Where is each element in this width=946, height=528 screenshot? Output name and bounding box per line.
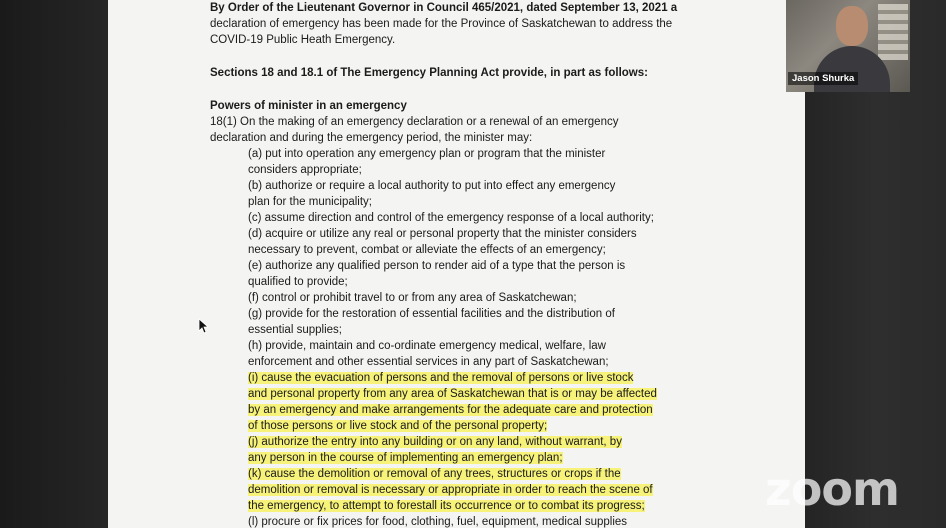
highlighted-line: (j) authorize the entry into any building or on any land, without warrant, by [248, 436, 622, 448]
document-line: necessary to prevent, combat or alleviate the effects of an emergency; [248, 244, 606, 256]
bookshelf-background [878, 4, 908, 60]
paragraph-gap [210, 48, 730, 65]
highlighted-line: (i) cause the evacuation of persons and the removal of persons or live stock [248, 372, 634, 384]
document-line: (f) control or prohibit travel to or from any area of Saskatchewan; [248, 292, 577, 304]
document-line: (h) provide, maintain and co-ordinate emergency medical, welfare, law [248, 340, 606, 352]
document-line: (e) authorize any qualified person to render aid of a type that the person is [248, 260, 626, 272]
document-line: (d) acquire or utilize any real or personal property that the minister considers [248, 228, 637, 240]
participant-video-tile[interactable] [786, 0, 910, 92]
document-page [108, 0, 805, 528]
highlighted-line: (k) cause the demolition or removal of any trees, structures or crops if the [248, 468, 621, 480]
participant-head [836, 6, 868, 46]
document-line: declaration and during the emergency period, the minister may: [210, 132, 533, 144]
document-line: By Order of the Lieutenant Governor in Council 465/2021, dated September 13, 2021 a [210, 2, 678, 14]
document-line: (a) put into operation any emergency plan or program that the minister [248, 148, 606, 160]
document-line: (b) authorize or require a local authority to put into effect any emergency [248, 180, 616, 192]
document-line: COVID-19 Public Heath Emergency. [210, 34, 396, 46]
document-line: 18(1) On the making of an emergency declaration or a renewal of an emergency [210, 116, 619, 128]
document-line: enforcement and other essential services in any part of Saskatchewan; [248, 356, 609, 368]
highlighted-line: by an emergency and make arrangements for the adequate care and protection [248, 404, 653, 416]
paragraph-gap [210, 81, 730, 98]
document-line: plan for the municipality; [248, 196, 373, 208]
participant-name-tag: Jason Shurka [788, 72, 858, 85]
document-line: Powers of minister in an emergency [210, 100, 407, 112]
document-line: (l) procure or fix prices for food, clothing, fuel, equipment, medical supplies [248, 516, 628, 528]
highlighted-line: the emergency, to attempt to forestall its occurrence or to combat its progress; [248, 500, 645, 512]
document-line: (c) assume direction and control of the emergency response of a local authority; [248, 212, 654, 224]
document-line: Sections 18 and 18.1 of The Emergency Planning Act provide, in part as follows: [210, 67, 648, 79]
document-line: declaration of emergency has been made for the Province of Saskatchewan to address the [210, 18, 673, 30]
zoom-watermark: zoom [765, 462, 899, 516]
document-line: (g) provide for the restoration of essential facilities and the distribution of [248, 308, 615, 320]
highlighted-line: any person in the course of implementing an emergency plan; [248, 452, 563, 464]
highlighted-line: of those persons or live stock and of the personal property; [248, 420, 548, 432]
document-line: qualified to provide; [248, 276, 348, 288]
document-text [210, 0, 730, 528]
left-background [0, 0, 108, 528]
document-line: essential supplies; [248, 324, 342, 336]
document-line: considers appropriate; [248, 164, 362, 176]
highlighted-line: and personal property from any area of Saskatchewan that is or may be affected [248, 388, 657, 400]
highlighted-line: demolition or removal is necessary or appropriate in order to reach the scene of [248, 484, 653, 496]
